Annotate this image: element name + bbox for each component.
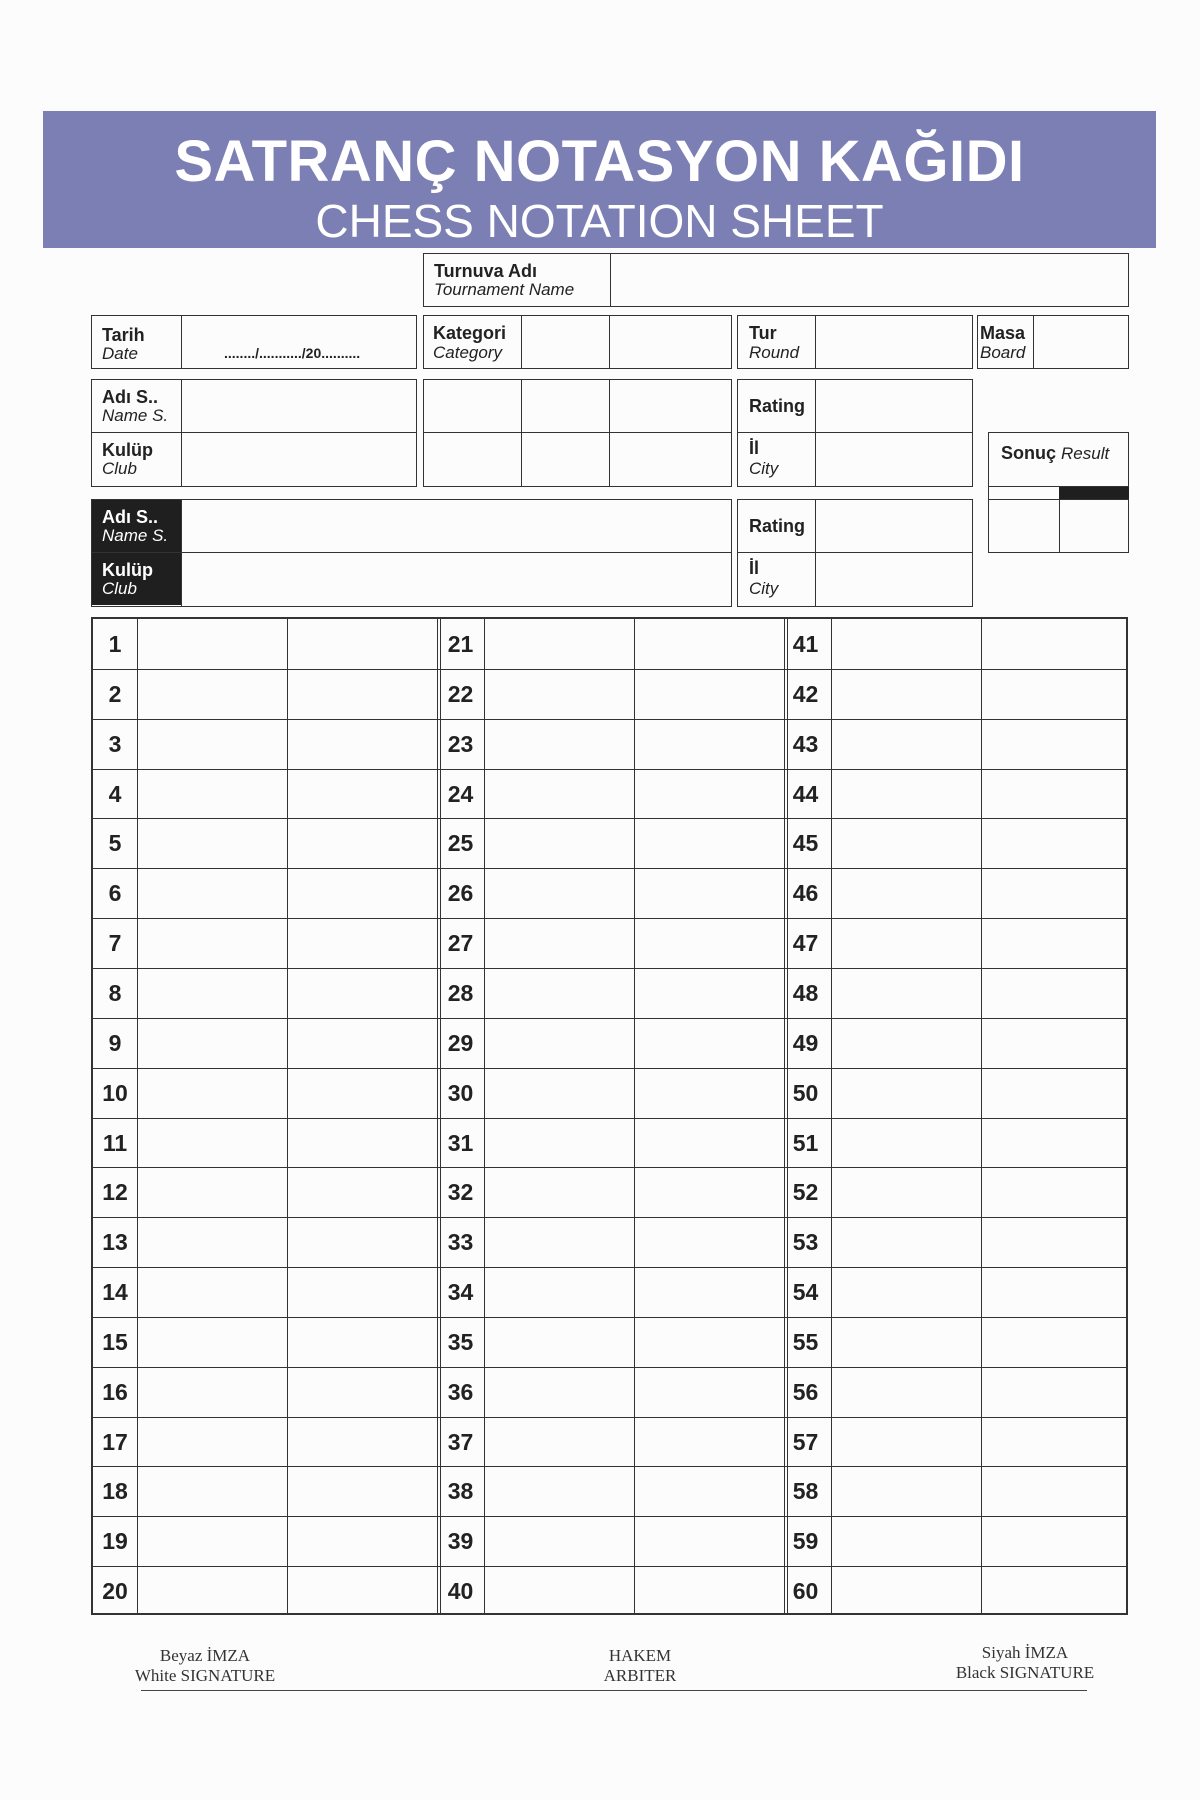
move-cell-white[interactable] [483, 669, 633, 719]
move-cell-white[interactable] [828, 1068, 978, 1118]
row-divider [93, 968, 1126, 969]
move-cell-white[interactable] [483, 1018, 633, 1068]
round-label: Tur [749, 323, 777, 343]
column-divider [137, 619, 138, 1613]
move-cell-white[interactable] [828, 1018, 978, 1068]
move-cell-white[interactable] [483, 1267, 633, 1317]
move-cell-black[interactable] [978, 1367, 1128, 1417]
row-divider [93, 1367, 1126, 1368]
move-cell-white[interactable] [137, 968, 287, 1018]
move-cell-black[interactable] [633, 1068, 783, 1118]
move-cell-black[interactable] [633, 1018, 783, 1068]
move-cell-white[interactable] [483, 1167, 633, 1217]
move-cell-black[interactable] [978, 1417, 1128, 1467]
move-cell-black[interactable] [633, 1317, 783, 1367]
row-divider [93, 1317, 1126, 1318]
move-cell-white[interactable] [828, 818, 978, 868]
move-cell-black[interactable] [633, 868, 783, 918]
move-number: 11 [102, 1129, 128, 1156]
move-number: 1 [108, 631, 122, 657]
move-cell-black[interactable] [287, 769, 437, 819]
column-divider [484, 619, 485, 1613]
move-cell-black[interactable] [633, 1267, 783, 1317]
move-number: 24 [447, 780, 474, 807]
move-cell-black[interactable] [978, 868, 1128, 918]
move-cell-white[interactable] [137, 669, 287, 719]
white-name-input[interactable] [183, 380, 416, 432]
date-field[interactable] [91, 315, 417, 369]
black-name-input[interactable] [183, 500, 731, 552]
row-divider [93, 1118, 1126, 1119]
white-city-input[interactable] [817, 434, 972, 486]
move-number: 25 [447, 830, 474, 857]
move-cell-black[interactable] [978, 918, 1128, 968]
move-cell-white[interactable] [828, 1167, 978, 1217]
category-sublabel: Category [433, 343, 502, 362]
move-cell-white[interactable] [483, 1118, 633, 1168]
move-number: 38 [447, 1478, 474, 1505]
tournament-sublabel: Tournament Name [434, 280, 575, 299]
row-divider [93, 868, 1126, 869]
black-signature-en: Black SIGNATURE [955, 1663, 1095, 1682]
column-divider [831, 619, 832, 1613]
move-cell-white[interactable] [828, 1118, 978, 1168]
column-divider [287, 619, 288, 1613]
row-divider [93, 769, 1126, 770]
move-cell-white[interactable] [828, 1466, 978, 1516]
move-cell-black[interactable] [978, 769, 1128, 819]
result-box [988, 432, 1129, 553]
move-cell-white[interactable] [137, 769, 287, 819]
move-number: 31 [447, 1129, 474, 1156]
column-divider [981, 619, 982, 1613]
move-number: 45 [792, 830, 819, 857]
white-city-label: İl [749, 438, 760, 458]
move-cell-white[interactable] [483, 1466, 633, 1516]
move-cell-black[interactable] [287, 968, 437, 1018]
move-cell-white[interactable] [483, 719, 633, 769]
move-cell-black[interactable] [287, 1267, 437, 1317]
move-cell-white[interactable] [483, 1566, 633, 1616]
move-cell-white[interactable] [828, 868, 978, 918]
category-field[interactable] [423, 315, 732, 369]
move-cell-white[interactable] [137, 1317, 287, 1367]
move-number: 58 [792, 1478, 819, 1505]
black-signature [950, 1643, 1100, 1683]
move-cell-black[interactable] [633, 1516, 783, 1566]
move-number: 44 [792, 780, 819, 807]
move-cell-white[interactable] [828, 1267, 978, 1317]
move-number: 34 [447, 1279, 474, 1306]
move-cell-white[interactable] [828, 918, 978, 968]
move-cell-black[interactable] [978, 1217, 1128, 1267]
black-club-input[interactable] [183, 554, 731, 606]
move-number: 37 [447, 1428, 474, 1455]
move-cell-black[interactable] [287, 868, 437, 918]
move-number: 56 [792, 1378, 819, 1405]
row-divider [93, 1068, 1126, 1069]
move-cell-white[interactable] [483, 1516, 633, 1566]
move-cell-black[interactable] [287, 1417, 437, 1467]
column-divider [634, 619, 635, 1613]
category-grid[interactable] [423, 379, 732, 487]
result-label-tr: Sonuç [1001, 443, 1057, 463]
move-cell-black[interactable] [633, 1466, 783, 1516]
row-divider [93, 1516, 1126, 1517]
row-divider [93, 1417, 1126, 1418]
move-cell-white[interactable] [828, 719, 978, 769]
move-cell-black[interactable] [978, 1566, 1128, 1616]
move-number: 53 [792, 1229, 819, 1256]
move-cell-white[interactable] [828, 968, 978, 1018]
white-rating-label: Rating [749, 396, 805, 416]
white-signature [130, 1646, 280, 1686]
move-number: 57 [792, 1428, 819, 1455]
move-cell-white[interactable] [137, 1417, 287, 1467]
move-number: 51 [792, 1129, 819, 1156]
move-cell-white[interactable] [483, 619, 633, 669]
move-cell-white[interactable] [137, 918, 287, 968]
white-rating-input[interactable] [817, 380, 972, 432]
move-number: 47 [792, 930, 819, 957]
move-cell-black[interactable] [287, 1367, 437, 1417]
move-cell-black[interactable] [633, 619, 783, 669]
move-number: 52 [792, 1179, 819, 1206]
move-number: 32 [447, 1179, 474, 1206]
move-number: 43 [792, 730, 819, 757]
move-cell-white[interactable] [483, 1068, 633, 1118]
move-number: 15 [102, 1328, 128, 1355]
move-number: 14 [102, 1279, 128, 1306]
black-city-input[interactable] [817, 554, 972, 606]
move-number: 28 [447, 979, 474, 1006]
move-cell-black[interactable] [287, 1217, 437, 1267]
move-number: 35 [447, 1328, 474, 1355]
move-cell-white[interactable] [828, 1566, 978, 1616]
column-divider [440, 619, 441, 1613]
move-cell-white[interactable] [137, 818, 287, 868]
black-name-sublabel: Name S. [102, 526, 169, 545]
move-cell-white[interactable] [483, 1367, 633, 1417]
move-cell-black[interactable] [287, 1466, 437, 1516]
black-player-info [91, 499, 732, 607]
move-number: 7 [108, 930, 122, 957]
move-cell-white[interactable] [137, 868, 287, 918]
round-sublabel: Round [749, 343, 800, 362]
date-sublabel: Date [102, 344, 138, 363]
date-placeholder: ......../.........../20.......... [224, 345, 361, 361]
move-cell-white[interactable] [137, 1167, 287, 1217]
move-number: 48 [792, 979, 819, 1006]
tournament-label: Turnuva Adı [434, 261, 537, 281]
row-divider [93, 818, 1126, 819]
move-cell-white[interactable] [137, 1118, 287, 1168]
white-club-label: Kulüp [102, 440, 153, 460]
move-number: 2 [108, 680, 122, 707]
white-name-label: Adı S.. [102, 387, 159, 407]
move-cell-black[interactable] [633, 918, 783, 968]
black-rating-city [737, 499, 973, 607]
move-cell-white[interactable] [137, 1367, 287, 1417]
move-number: 27 [447, 930, 474, 957]
result-label-en: Result [1061, 444, 1110, 463]
move-cell-white[interactable] [828, 1516, 978, 1566]
move-number: 55 [792, 1328, 819, 1355]
move-cell-white[interactable] [137, 1466, 287, 1516]
date-label: Tarih [102, 325, 145, 345]
move-cell-black[interactable] [978, 1466, 1128, 1516]
move-cell-white[interactable] [828, 1217, 978, 1267]
move-cell-black[interactable] [287, 619, 437, 669]
arbiter-signature [565, 1646, 715, 1686]
move-cell-white[interactable] [137, 719, 287, 769]
move-number: 19 [102, 1528, 128, 1555]
move-cell-white[interactable] [137, 1217, 287, 1267]
result-label [1001, 443, 1109, 464]
move-number: 54 [792, 1279, 819, 1306]
move-number: 50 [792, 1079, 819, 1106]
row-divider [93, 1466, 1126, 1467]
arbiter-signature-tr: HAKEM [608, 1646, 672, 1665]
move-cell-black[interactable] [287, 1018, 437, 1068]
move-cell-black[interactable] [978, 1118, 1128, 1168]
black-rating-input[interactable] [817, 500, 972, 552]
move-cell-black[interactable] [287, 918, 437, 968]
move-cell-white[interactable] [828, 619, 978, 669]
move-cell-black[interactable] [287, 669, 437, 719]
move-number: 13 [102, 1229, 128, 1256]
move-number: 60 [792, 1578, 819, 1605]
move-cell-black[interactable] [978, 1018, 1128, 1068]
move-number: 41 [792, 631, 819, 657]
board-field[interactable] [977, 315, 1129, 369]
move-cell-black[interactable] [287, 719, 437, 769]
move-cell-black[interactable] [633, 818, 783, 868]
move-cell-black[interactable] [633, 769, 783, 819]
move-cell-black[interactable] [287, 1566, 437, 1616]
move-number: 12 [102, 1179, 128, 1206]
move-cell-black[interactable] [287, 1516, 437, 1566]
tournament-name-field[interactable] [423, 253, 1129, 307]
black-city-label: İl [749, 558, 760, 578]
move-number: 40 [447, 1578, 474, 1605]
row-divider [93, 669, 1126, 670]
move-number: 30 [447, 1079, 474, 1106]
move-cell-black[interactable] [978, 1516, 1128, 1566]
move-cell-black[interactable] [978, 1317, 1128, 1367]
move-cell-black[interactable] [287, 1167, 437, 1217]
move-number: 8 [108, 979, 122, 1006]
move-number: 9 [108, 1029, 122, 1056]
move-number: 17 [102, 1428, 128, 1455]
moves-table [91, 617, 1128, 1615]
black-city-sublabel: City [749, 579, 779, 598]
move-cell-black[interactable] [978, 619, 1128, 669]
move-cell-white[interactable] [828, 1417, 978, 1467]
move-number: 36 [447, 1378, 474, 1405]
move-number: 18 [102, 1478, 128, 1505]
white-signature-en: White SIGNATURE [134, 1666, 276, 1685]
move-number: 20 [102, 1578, 128, 1605]
move-number: 5 [108, 830, 122, 857]
move-cell-black[interactable] [978, 669, 1128, 719]
move-cell-white[interactable] [483, 1317, 633, 1367]
result-white-cell[interactable] [989, 500, 1060, 552]
move-cell-black[interactable] [633, 968, 783, 1018]
black-signature-tr: Siyah İMZA [981, 1643, 1069, 1662]
move-cell-black[interactable] [633, 1367, 783, 1417]
result-black-bar [1059, 487, 1129, 499]
arbiter-signature-en: ARBITER [603, 1666, 677, 1685]
board-label: Masa [980, 323, 1026, 343]
move-cell-white[interactable] [483, 1417, 633, 1467]
move-number: 26 [447, 880, 474, 907]
row-divider [93, 1217, 1126, 1218]
move-number: 23 [447, 730, 474, 757]
move-cell-black[interactable] [287, 818, 437, 868]
move-cell-white[interactable] [137, 1267, 287, 1317]
move-cell-black[interactable] [978, 719, 1128, 769]
move-cell-white[interactable] [828, 769, 978, 819]
move-number: 21 [447, 631, 474, 657]
move-cell-black[interactable] [633, 669, 783, 719]
move-cell-white[interactable] [483, 818, 633, 868]
white-signature-tr: Beyaz İMZA [159, 1646, 251, 1665]
result-black-cell[interactable] [1061, 500, 1128, 552]
move-number: 10 [102, 1079, 128, 1106]
black-name-label: Adı S.. [102, 507, 159, 527]
move-number: 3 [108, 730, 122, 757]
move-cell-black[interactable] [633, 1167, 783, 1217]
row-divider [93, 918, 1126, 919]
move-cell-white[interactable] [137, 1068, 287, 1118]
move-cell-white[interactable] [137, 619, 287, 669]
round-field[interactable] [737, 315, 973, 369]
move-cell-white[interactable] [483, 968, 633, 1018]
white-rating-city [737, 379, 973, 487]
move-cell-black[interactable] [978, 1167, 1128, 1217]
move-cell-black[interactable] [287, 1317, 437, 1367]
move-cell-black[interactable] [633, 1566, 783, 1616]
move-number: 29 [447, 1029, 474, 1056]
move-number: 33 [447, 1229, 474, 1256]
move-cell-black[interactable] [633, 1217, 783, 1267]
white-name-sublabel: Name S. [102, 406, 169, 425]
move-cell-black[interactable] [287, 1118, 437, 1168]
move-number: 42 [792, 680, 819, 707]
move-cell-black[interactable] [633, 1118, 783, 1168]
move-number: 49 [792, 1029, 819, 1056]
board-sublabel: Board [980, 343, 1026, 362]
title-english: CHESS NOTATION SHEET [315, 195, 884, 247]
column-divider [787, 619, 788, 1613]
move-cell-black[interactable] [978, 968, 1128, 1018]
category-label: Kategori [433, 323, 507, 343]
column-divider [437, 619, 438, 1613]
white-city-sublabel: City [749, 459, 779, 478]
black-club-label: Kulüp [102, 560, 153, 580]
move-cell-white[interactable] [828, 1317, 978, 1367]
move-cell-white[interactable] [828, 669, 978, 719]
signature-line [141, 1690, 1087, 1691]
move-cell-white[interactable] [137, 1018, 287, 1068]
move-number: 39 [447, 1528, 474, 1555]
move-cell-white[interactable] [483, 769, 633, 819]
move-cell-black[interactable] [978, 818, 1128, 868]
row-divider [93, 1167, 1126, 1168]
move-number: 46 [792, 880, 819, 907]
black-rating-label: Rating [749, 516, 805, 536]
title-banner [43, 111, 1156, 248]
move-cell-white[interactable] [483, 918, 633, 968]
move-cell-white[interactable] [137, 1516, 287, 1566]
move-number: 22 [447, 680, 474, 707]
move-cell-black[interactable] [633, 719, 783, 769]
column-divider [784, 619, 785, 1613]
move-cell-black[interactable] [633, 1417, 783, 1467]
move-cell-black[interactable] [287, 1068, 437, 1118]
move-cell-black[interactable] [978, 1267, 1128, 1317]
move-number: 16 [102, 1378, 128, 1405]
black-club-sublabel: Club [102, 579, 137, 598]
move-cell-white[interactable] [483, 1217, 633, 1267]
move-cell-white[interactable] [137, 1566, 287, 1616]
move-number: 4 [108, 780, 122, 807]
move-number: 59 [792, 1528, 819, 1555]
move-cell-black[interactable] [978, 1068, 1128, 1118]
white-club-input[interactable] [183, 434, 416, 486]
move-number: 6 [108, 880, 122, 907]
white-player-info [91, 379, 417, 487]
row-divider [93, 1566, 1126, 1567]
row-divider [93, 1267, 1126, 1268]
white-club-sublabel: Club [102, 459, 137, 478]
move-cell-white[interactable] [828, 1367, 978, 1417]
title-turkish: SATRANÇ NOTASYON KAĞIDI [174, 129, 1025, 194]
row-divider [93, 719, 1126, 720]
row-divider [93, 1018, 1126, 1019]
move-cell-white[interactable] [483, 868, 633, 918]
